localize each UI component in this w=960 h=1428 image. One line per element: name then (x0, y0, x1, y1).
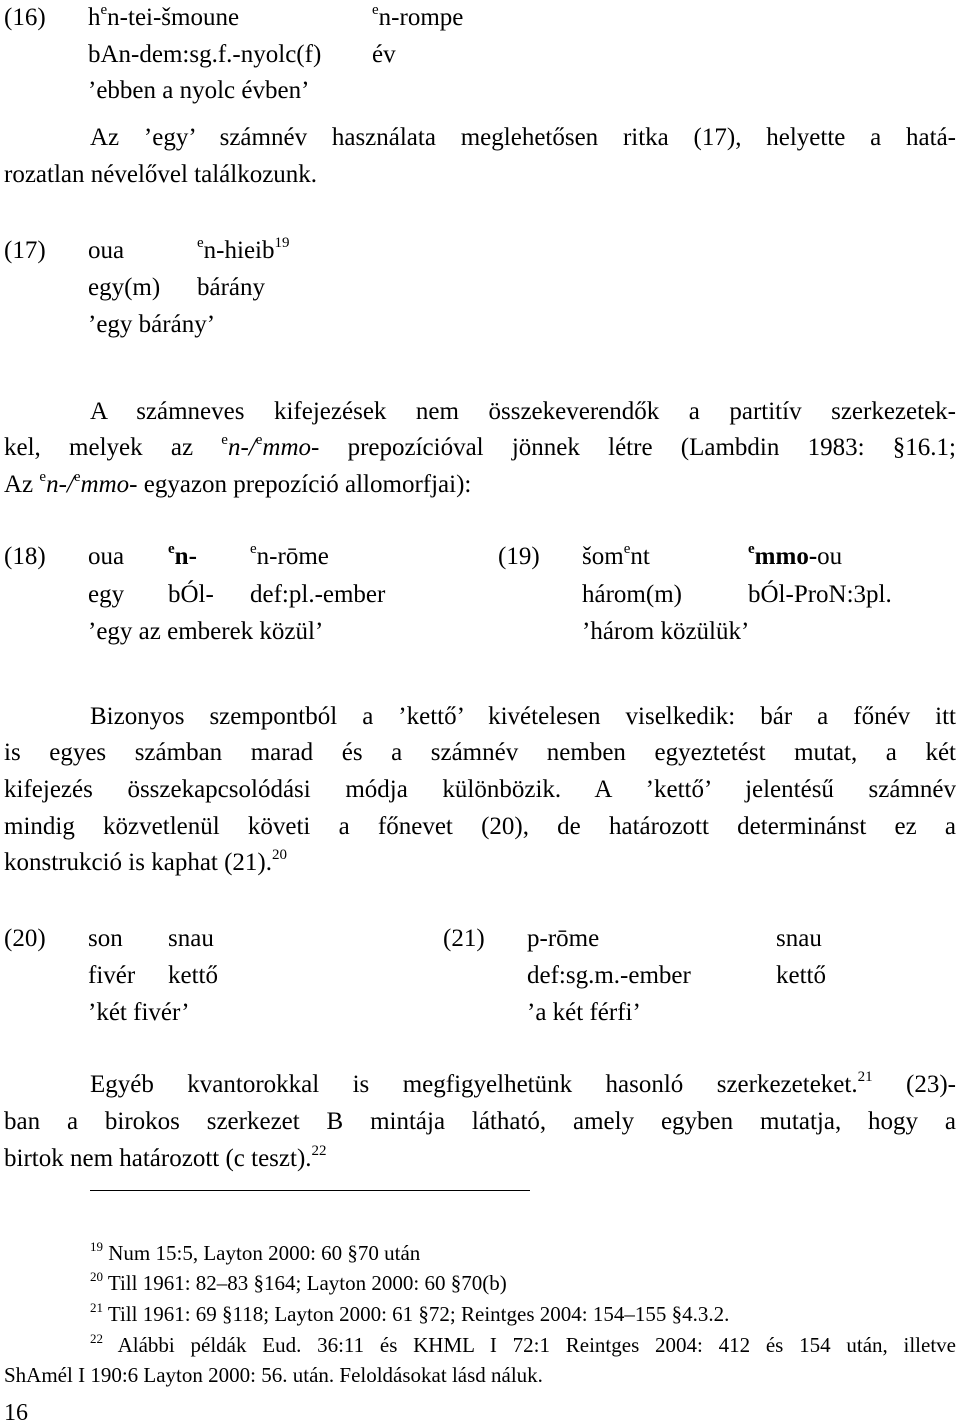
paragraph-2-line-2: kel, melyek az $^e$n-/$^e$mmo- prepozícióval jönnek létre (Lambdin 1983: §16.1; (4, 432, 956, 461)
example-21-word-1: p-rōme (527, 925, 600, 952)
example-17-number: (17) (4, 237, 46, 264)
example-16-translation: ’ebben a nyolc évben’ (88, 77, 310, 104)
paragraph-3-line-4: mindig közvetlenül követi a főnevet (20), de határozott determinánst ez a (4, 813, 956, 840)
footnote-21: $^{21}$ Till 1961: 69 §118; Layton 2000: 61 §72; Reintges 2004: 154–155 §4.3.2. (90, 1300, 730, 1326)
example-20-translation: ’két fivér’ (88, 999, 190, 1026)
footnote-ref-22: 22 (311, 1143, 327, 1159)
example-17-word-1: oua (88, 237, 125, 264)
example-16-number: (16) (4, 4, 46, 31)
example-18-word-2: $^e$n- (168, 541, 197, 570)
paragraph-4-line-3: birtok nem határozott (c teszt).$^{22}$ (4, 1143, 327, 1172)
example-17-gloss-2: bárány (197, 274, 266, 301)
example-20-word-1: son (88, 925, 123, 952)
example-19-word-1: šom$^e$nt (582, 541, 650, 570)
example-21-gloss-1: def:sg.m.-ember (527, 962, 691, 989)
example-18-word-1: oua (88, 543, 125, 570)
example-18-translation: ’egy az emberek közül’ (88, 618, 324, 645)
paragraph-1-line-1: Az ’egy’ számnév használata meglehetősen ritka (17), helyette a hatá- (90, 124, 956, 151)
example-18-gloss-1: egy (88, 581, 125, 608)
example-18-number: (18) (4, 543, 46, 570)
page-number: 16 (4, 1400, 28, 1426)
example-18-gloss-3: def:pl.-ember (250, 581, 386, 608)
example-18-gloss-2: bÓl- (168, 581, 214, 608)
example-21-translation: ’a két férfi’ (527, 999, 641, 1026)
example-16-word-1: $h^en-tei$-šmoune (88, 2, 240, 31)
example-21-word-2: snau (776, 925, 822, 952)
footnote-20: $^{20}$ Till 1961: 82–83 §164; Layton 2000: 60 §70(b) (90, 1269, 507, 1295)
example-21-number: (21) (443, 925, 485, 952)
footnote-ref-21: 21 (857, 1069, 873, 1085)
example-19-gloss-1: három(m) (582, 581, 682, 608)
paragraph-3-line-3: kifejezés összekapcsolódási módja különbözik. A ’kettő’ jelentésű számnév (4, 776, 956, 803)
example-20-gloss-2: kettő (168, 962, 218, 989)
footnote-19: $^{19}$ Num 15:5, Layton 2000: 60 §70 után (90, 1239, 421, 1265)
example-19-number: (19) (498, 543, 540, 570)
example-19-translation: ’három közülük’ (582, 618, 750, 645)
footnote-22-continuation: ShAmél I 190:6 Layton 2000: 56. után. Feloldásokat lásd náluk. (4, 1363, 543, 1387)
paragraph-3-line-1: Bizonyos szempontból a ’kettő’ kivételesen viselkedik: bár a főnév itt (90, 703, 956, 730)
paragraph-2-line-3: Az $^e$n-/$^e$mmo- egyazon prepozíció allomorfjai): (4, 469, 472, 498)
example-16-gloss-2: év (372, 41, 396, 68)
example-19-gloss-2: bÓl-ProN:3pl. (748, 581, 892, 608)
paragraph-2-line-1: A számneves kifejezések nem összekeverendők a partitív szerkezetek- (90, 398, 956, 425)
paragraph-3-line-5: konstrukció is kaphat (21).$^{20}$ (4, 847, 288, 876)
paragraph-4-line-1: Egyéb kvantorokkal is megfigyelhetünk hasonló szerkezeteket.$^{21}$ (23)- (90, 1069, 956, 1098)
example-20-word-2: snau (168, 925, 214, 952)
example-18-word-3: $^e$n-rōme (250, 541, 329, 570)
example-17-translation: ’egy bárány’ (88, 311, 216, 338)
example-16-word-2: $^e$n-rompe (372, 2, 464, 31)
footnote-separator (90, 1190, 530, 1191)
example-17-gloss-1: egy(m) (88, 274, 161, 301)
example-21-gloss-2: kettő (776, 962, 826, 989)
paragraph-3-line-2: is egyes számban marad és a számnév nemben egyeztetést mutat, a két (4, 739, 956, 766)
example-20-number: (20) (4, 925, 46, 952)
example-20-gloss-1: fivér (88, 962, 136, 989)
example-16-gloss-1: bAn-dem:sg.f.-nyolc(f) (88, 41, 322, 68)
footnote-ref-19: 19 (274, 235, 290, 251)
example-17-word-2: $^e$n-hieib$^{19}$ (197, 235, 290, 264)
paragraph-4-line-2: ban a birokos szerkezet B mintája látható, amely egyben mutatja, hogy a (4, 1108, 956, 1135)
footnote-ref-20: 20 (272, 847, 288, 863)
paragraph-1-line-2: rozatlan névelővel találkozunk. (4, 161, 318, 188)
footnote-22: $^{22}$ Alábbi példák Eud. 36:11 és KHML I 72:1 Reintges 2004: 412 és 154 után, illetve (90, 1331, 956, 1357)
example-19-word-2: $^e$mmo-ou (748, 541, 843, 570)
